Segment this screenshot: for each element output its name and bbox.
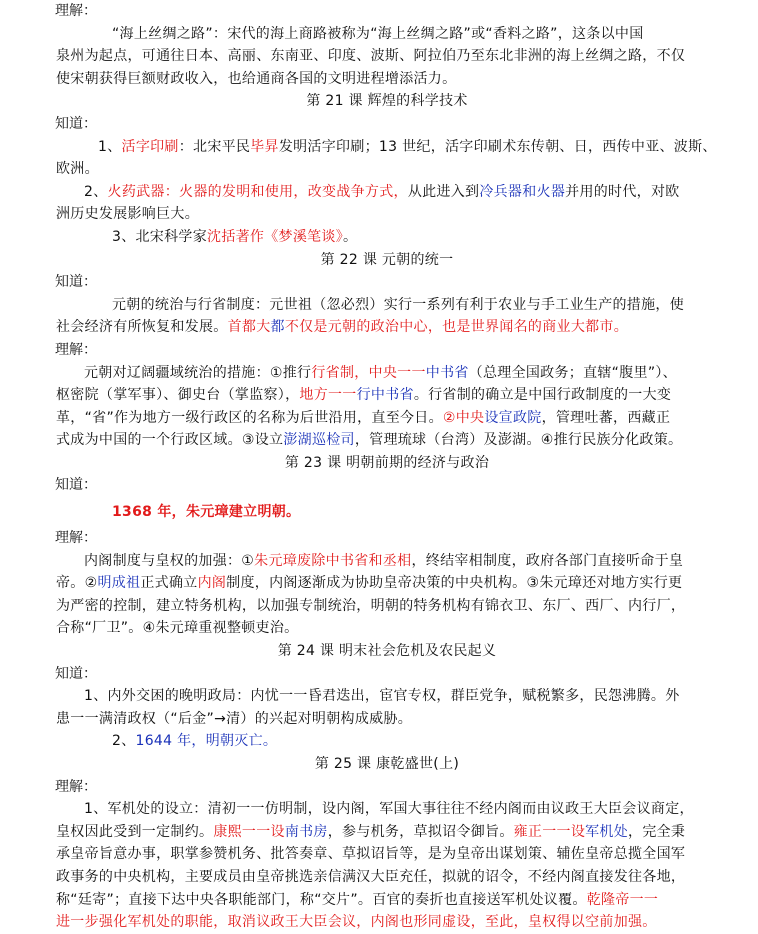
understand-label: 理解： bbox=[55, 341, 97, 358]
lesson-24-heading: 第 24 课 明末社会危机及农民起义 bbox=[277, 643, 497, 660]
paragraph-line: 式成为中国的一个行政区域。③设立澎湖巡检司，管理琉球（台湾）及澎湖。④推行民族分化政策。 bbox=[56, 432, 683, 449]
paragraph-line: 洲历史发展影响巨大。 bbox=[56, 206, 199, 223]
paragraph-yuan-governance: 元朝的统治与行省制度：元世祖（忽必烈）实行一系列有利于农业与手工业生产的措施，使 bbox=[112, 296, 684, 313]
paragraph-line: 进一步强化军机处的职能，取消议政王大臣会议，内阁也形同虚设，至此，皇权得以空前加强。 bbox=[56, 914, 657, 931]
item-ming-fall: 2、1644 年，明朝灭亡。 bbox=[112, 733, 278, 750]
item-late-ming: 1、内外交困的晚明政局：内忧一一昏君迭出，宦官专权，群臣党争，赋税繁多，民怨沸腾。外 bbox=[84, 688, 680, 705]
understand-label: 理解： bbox=[55, 778, 97, 795]
understand-label: 理解： bbox=[55, 530, 97, 547]
paragraph-line: 革，“省”作为地方一级行政区的名称为后世沿用，直至今日。②中央设宣政院，管理吐蕃，西藏正 bbox=[56, 409, 671, 426]
know-label: 知道： bbox=[55, 665, 97, 682]
paragraph-line: 欧洲。 bbox=[56, 161, 99, 178]
paragraph-line: 政事务的中央机构，主要成员由皇帝挑选亲信满汉大臣充任，拟就的诏令，不经内阁直接发往各地， bbox=[56, 868, 686, 885]
item-movable-type: 1、活字印刷：北宋平民毕昇发明活字印刷；13 世纪，活字印刷术东传朝、日，西传中亚、波斯、 bbox=[98, 138, 717, 155]
paragraph-line: 患一一满清政权（“后金”→清）的兴起对明朝构成威胁。 bbox=[56, 710, 413, 727]
lesson-25-heading: 第 25 课 康乾盛世(上) bbox=[314, 756, 460, 772]
paragraph-line: 帝。②明成祖正式确立内阁制度，内阁逐渐成为协助皇帝决策的中央机构。③朱元璋还对地方实行更 bbox=[56, 575, 683, 592]
item-gunpowder: 2、火药武器：火器的发明和使用，改变战争方式，从此进入到冷兵器和火器并用的时代，对欧 bbox=[84, 183, 680, 200]
paragraph-silk-road: “海上丝绸之路”：宋代的海上商路被称为“海上丝绸之路”或“香料之路”，这条以中国 bbox=[112, 25, 644, 42]
paragraph-line: 使宋朝获得巨额财政收入，也给通商各国的文明进程增添活力。 bbox=[56, 70, 457, 87]
paragraph-line: 皇权因此受到一定制约。康熙一一设南书房，参与机务，草拟诏令御旨。雍正一一设军机处，完全秉 bbox=[56, 823, 686, 840]
know-label: 知道： bbox=[55, 115, 97, 132]
item-ming-founding: 1368 年，朱元璋建立明朝。 bbox=[112, 504, 301, 521]
lesson-21-heading: 第 21 课 辉煌的科学技术 bbox=[306, 93, 468, 110]
paragraph-line: 承皇帝旨意办事，职掌参赞机务、批答奏章、草拟诏旨等，是为皇帝出谋划策、辅佐皇帝总揽全国军 bbox=[56, 846, 686, 863]
item-shen-kuo: 3、北宋科学家沈括著作《梦溪笔谈》。 bbox=[112, 228, 358, 245]
paragraph-line: 为严密的控制，建立特务机构，以加强专制统治，明朝的特务机构有锦衣卫、东厂、西厂、内行厂， bbox=[56, 597, 686, 614]
paragraph-line: 合称“厂卫”。④朱元璋重视整顿吏治。 bbox=[56, 620, 299, 637]
know-label: 知道： bbox=[55, 274, 97, 291]
understand-label: 理解： bbox=[55, 3, 97, 19]
lesson-22-heading: 第 22 课 元朝的统一 bbox=[320, 251, 454, 268]
know-label: 知道： bbox=[55, 477, 97, 494]
paragraph-yuan-measures: 元朝对辽阔疆域统治的措施：①推行行省制，中央一一中书省（总理全国政务；直辖“腹里”）、 bbox=[84, 364, 677, 381]
paragraph-line: 枢密院（掌军事）、御史台（掌监察），地方一一行中书省。行省制的确立是中国行政制度的一大变 bbox=[56, 387, 672, 404]
paragraph-cabinet-system: 内阁制度与皇权的加强：①朱元璋废除中书省和丞相，终结宰相制度，政府各部门直接听命于皇 bbox=[84, 552, 684, 569]
lesson-23-heading: 第 23 课 明朝前期的经济与政治 bbox=[284, 454, 490, 471]
paragraph-grand-council: 1、军机处的设立：清初一一仿明制，设内阁，军国大事往往不经内阁而由议政王大臣会议商定， bbox=[84, 801, 694, 818]
paragraph-line: 泉州为起点，可通往日本、高丽、东南亚、印度、波斯、阿拉伯乃至东北非洲的海上丝绸之路，不仅 bbox=[56, 48, 686, 65]
paragraph-line: 称“廷寄”；直接下达中央各职能部门，称“交片”。百官的奏折也直接送军机处议覆。乾隆帝一一 bbox=[56, 891, 659, 908]
paragraph-line: 社会经济有所恢复和发展。首都大都不仅是元朝的政治中心，也是世界闻名的商业大都市。 bbox=[56, 319, 629, 336]
